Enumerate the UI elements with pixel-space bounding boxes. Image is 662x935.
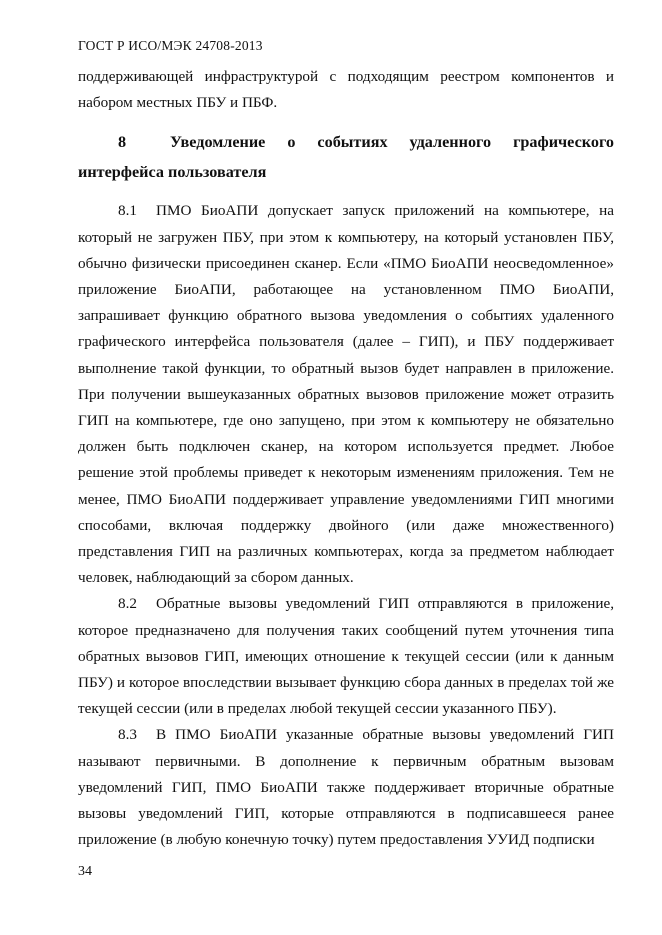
page-content <box>78 64 614 853</box>
page-number: 34 <box>78 864 92 879</box>
clause-number: 8.2 <box>118 595 137 613</box>
clause-text: В ПМО БиоАПИ указанные обратные вызовы уведомлений ГИП называют первичными. В дополнение к первичным обратным вызовам уведомлений ГИП, ПМО БиоАПИ также поддерживает вторичные обратные вызовы уведомлений ГИП, которые отправляются в подписавшееся ранее приложение (в любую конечную точку) путем предоставления УУИД подписки <box>78 726 614 849</box>
section-heading <box>78 127 614 187</box>
clause-8-1 <box>78 198 614 591</box>
section-number: 8 <box>118 133 127 152</box>
intro-paragraph: поддерживающей инфраструктурой с подходящим реестром компонентов и набором местных ПБУ и ПБФ. <box>78 68 614 112</box>
clause-number: 8.3 <box>118 726 137 744</box>
standard-header: ГОСТ Р ИСО/МЭК 24708-2013 <box>78 38 263 53</box>
clause-text: ПМО БиоАПИ допускает запуск приложений на компьютере, на который не загружен ПБУ, при этом к компьютеру, на который установлен ПБУ, обычно физически присоединен сканер. Если «ПМО БиоАПИ неосведомленное» приложение БиоАПИ, работающее на установленном ПМО БиоАПИ, запрашивает функцию обратного вызова уведомления о событиях удаленного графического интерфейса пользователя (далее – ГИП), и ПБУ поддерживает выполнение такой функции, то обратный вызов будет направлен в приложение. При получении вышеуказанных обратных вызовов приложение может отразить ГИП на компьютере, где оно запущено, при этом к компьютеру не обязательно должен быть подключен сканер, на котором используется предмет. Любое решение этой проблемы приведет к некоторым изменениям приложения. Тем не менее, ПМО БиоАПИ поддерживает управление уведомлениями ГИП многими способами, включая поддержку двойного (или даже множественного) представления ГИП на различных компьютерах, когда за предметом наблюдает человек, наблюдающий за сбором данных. <box>78 202 614 587</box>
clause-number: 8.1 <box>118 202 137 220</box>
clause-8-2 <box>78 591 614 722</box>
clause-8-3 <box>78 722 614 853</box>
clause-text: Обратные вызовы уведомлений ГИП отправляются в приложение, которое предназначено для получения таких сообщений путем уточнения типа обратных вызовов ГИП, имеющих отношение к текущей сессии (или к данным ПБУ) и которое впоследствии вызывает функцию сбора данных в пределах той же текущей сессии (или в пределах любой текущей сессии указанного ПБУ). <box>78 595 614 718</box>
section-title: Уведомление о событиях удаленного графического интерфейса пользователя <box>78 133 614 182</box>
